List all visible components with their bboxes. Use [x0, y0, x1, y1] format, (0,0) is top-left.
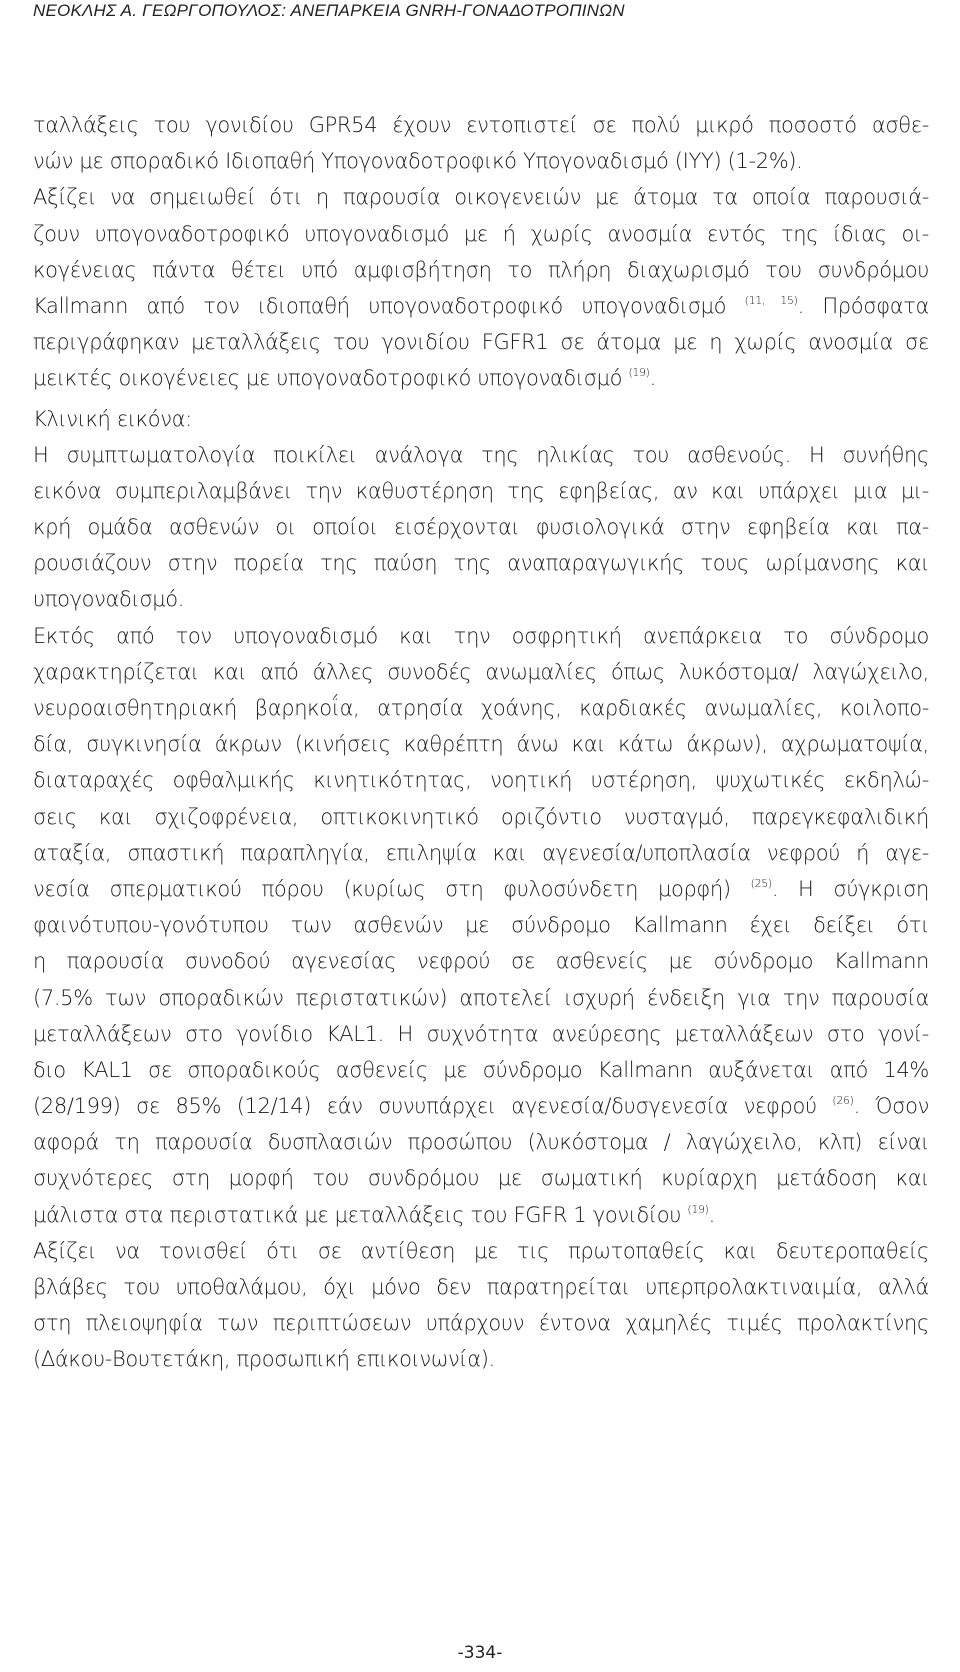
text-line: Αξίζει να τονισθεί ότι σε αντίθεση με τις πρωτοπαθείς και δευτεροπαθείς — [33, 1238, 929, 1263]
text-line: περιγράφηκαν μεταλλάξεις του γονιδίου FGFR1 σε άτομα με η χωρίς ανοσμία σε — [33, 330, 929, 355]
paragraph-associated-anomalies — [33, 618, 929, 1233]
text-line: υπογοναδισμό. — [33, 587, 185, 612]
citation: (26) — [832, 1094, 854, 1108]
text-line: νευροαισθητηριακή βαρηκοΐα, ατρησία χοάνης, καρδιακές ανωμαλίες, κοιλοπο- — [33, 696, 929, 720]
text-segment: . Όσον — [853, 1094, 930, 1119]
citation: (19) — [687, 1202, 709, 1216]
text-line: ζουν υπογοναδοτροφικό υπογοναδισμό με ή χωρίς ανοσμία εντός της ίδιας οι- — [33, 221, 929, 246]
body-text — [33, 107, 929, 1378]
text-line: αφορά τη παρουσία δυσπλασιών προσώπου (λυκόστομα / λαγώχειλο, κλπ) είναι — [33, 1130, 929, 1155]
text-segment: . Πρόσφατα — [797, 293, 930, 318]
section-clinical-picture — [33, 401, 929, 618]
text-line: σεις και σχιζοφρένεια, οπτικοκινητικό οριζόντιο νυσταγμό, παρεγκεφαλιδική — [33, 804, 929, 829]
text-line: στη πλειοψηφία των περιπτώσεων υπάρχουν έντονα χαμηλές τιμές προλακτίνης — [33, 1311, 929, 1336]
text-segment: . — [708, 1202, 715, 1227]
text-segment: νεσία σπερματικού πόρου (κυρίως στη φυλοσύνδετη μορφή) — [33, 876, 731, 901]
text-segment: μεικτές οικογένειες με υπογοναδοτροφικό υπογοναδισμό — [33, 366, 623, 391]
text-line: εικόνα συμπεριλαμβάνει την καθυστέρηση της εφηβείας, αν και υπάρχει μια μι- — [33, 478, 929, 503]
text-line: (Δάκου-Βουτετάκη, προσωπική επικοινωνία). — [33, 1347, 495, 1372]
text-segment: Kallmann από τον ιδιοπαθή υπογοναδοτροφικό υπογοναδισμό — [33, 293, 727, 318]
text-segment: . Η σύγκριση — [771, 876, 930, 901]
text-segment: (28/199) σε 85% (12/14) εάν συνυπάρχει αγενεσία/δυσγενεσία νεφρού — [33, 1094, 817, 1119]
text-line: μεταλλάξεων στο γονίδιο KAL1. Η συχνότητα ανεύρεσης μεταλλάξεων στο γονί- — [33, 1021, 929, 1046]
text-line: Αξίζει να σημειωθεί ότι η παρουσία οικογενειών με άτομα τα οποία παρουσιά- — [33, 185, 929, 210]
text-line: (7.5% των σποραδικών περιστατικών) αποτελεί ισχυρή ένδειξη για την παρουσία — [33, 985, 929, 1010]
text-line: δία, συγκινησία άκρων (κινήσεις καθρέπτη άνω και κάτω άκρων), αχρωματοψία, — [33, 732, 929, 757]
text-line: κογένειας πάντα θέτει υπό αμφισβήτηση το πλήρη διαχωρισμό του συνδρόμου — [33, 257, 929, 282]
text-line: ρουσιάζουν στην πορεία της παύση της αναπαραγωγικής τους ωρίμανσης και — [33, 551, 929, 576]
text-segment: . — [649, 366, 656, 391]
text-line: διο KAL1 σε σποραδικούς ασθενείς με σύνδρομο Kallmann αυξάνεται από 14% — [33, 1057, 929, 1082]
citation: (11, 15) — [744, 293, 798, 307]
section-heading: Κλινική εικόνα: — [33, 406, 192, 431]
text-line — [33, 1197, 929, 1233]
text-line: συχνότερες στη μορφή του συνδρόμου με σωματική κυρίαρχη μετάδοση και — [33, 1166, 929, 1191]
text-line — [33, 360, 929, 396]
text-line: φαινότυπου-γονότυπου των ασθενών με σύνδρομο Kallmann έχει δείξει ότι — [33, 913, 929, 938]
text-line: Η συμπτωματολογία ποικίλει ανάλογα της ηλικίας του ασθενούς. Η συνήθης — [33, 442, 929, 467]
text-line: διαταραχές οφθαλμικής κινητικότητας, νοητική υστέρηση, ψυχωτικές εκδηλώ- — [33, 768, 929, 793]
text-line: χαρακτηρίζεται και από άλλες συνοδές ανωμαλίες όπως λυκόστομα/ λαγώχειλο, — [33, 659, 929, 684]
running-header: ΝΕΟΚΛΗΣ Α. ΓΕΩΡΓΟΠΟΥΛΟΣ: ΑΝΕΠΑΡΚΕΙΑ GNRH-ΓΟΝΑΔΟΤΡΟΠΙΝΩΝ — [33, 1, 625, 20]
text-line: ταλλάξεις του γονιδίου GPR54 έχουν εντοπιστεί σε πολύ μικρό ποσοστό ασθε- — [33, 113, 929, 137]
citation: (19) — [628, 366, 650, 380]
text-line — [33, 1088, 929, 1124]
citation: (25) — [750, 876, 772, 890]
paragraph-family-history — [33, 179, 929, 396]
text-line: κρή ομάδα ασθενών οι οποίοι εισέρχονται φυσιολογικά στην εφηβεία και πα- — [33, 515, 929, 540]
text-segment: μάλιστα στα περιστατικά με μεταλλάξεις του FGFR 1 γονιδίου — [33, 1202, 682, 1227]
paragraph-continuation — [33, 107, 929, 179]
page-number: -334- — [457, 1643, 503, 1663]
text-line: Εκτός από τον υπογοναδισμό και την οσφρητική ανεπάρκεια το σύνδρομο — [33, 623, 929, 648]
text-line — [33, 871, 929, 907]
paragraph-prolactin — [33, 1233, 929, 1378]
text-line: αταξία, σπαστική παραπληγία, επιληψία και αγενεσία/υποπλασία νεφρού ή αγε- — [33, 840, 929, 865]
text-line — [33, 288, 929, 324]
text-line: βλάβες του υποθαλάμου, όχι μόνο δεν παρατηρείται υπερπρολακτιναιμία, αλλά — [33, 1275, 929, 1299]
text-line: νών με σποραδικό Ιδιοπαθή Υπογοναδοτροφικό Υπογοναδισμό (ΙΥΥ) (1-2%). — [33, 149, 803, 174]
text-line: η παρουσία συνοδού αγενεσίας νεφρού σε ασθενείς με σύνδρομο Kallmann — [33, 949, 929, 974]
